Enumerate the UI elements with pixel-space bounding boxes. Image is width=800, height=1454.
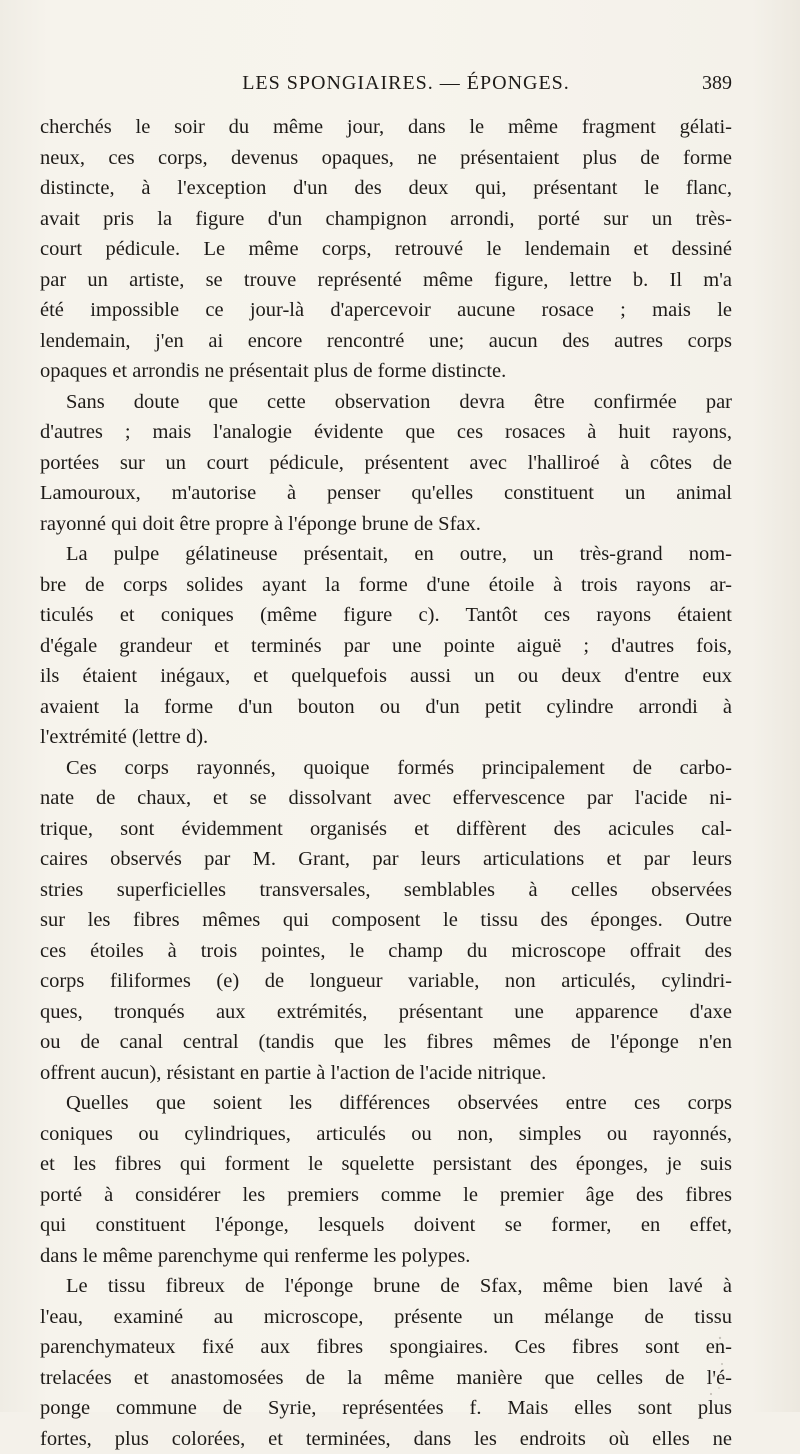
- text-line: offrent aucun), résistant en partie à l'action de l'acide nitrique.: [40, 1058, 732, 1089]
- text-line: rayonné qui doit être propre à l'éponge brune de Sfax.: [40, 509, 732, 540]
- text-line: trelacées et anastomosées de la même manière que celles de l'é-: [40, 1363, 732, 1394]
- running-head: [40, 72, 732, 102]
- text-line: portées sur un court pédicule, présentent avec l'halliroé à côtes de: [40, 448, 732, 479]
- text-line: coniques ou cylindriques, articulés ou non, simples ou rayonnés,: [40, 1119, 732, 1150]
- text-line: avait pris la figure d'un champignon arrondi, porté sur un très-: [40, 204, 732, 235]
- text-line: ponge commune de Syrie, représentées f. Mais elles sont plus: [40, 1393, 732, 1424]
- text-line: avaient la forme d'un bouton ou d'un petit cylindre arrondi à: [40, 692, 732, 723]
- text-line: été impossible ce jour-là d'apercevoir aucune rosace ; mais le: [40, 295, 732, 326]
- text-line: Le tissu fibreux de l'éponge brune de Sfax, même bien lavé à: [40, 1271, 732, 1302]
- text-line: cherchés le soir du même jour, dans le même fragment gélati-: [40, 112, 732, 143]
- text-line: distincte, à l'exception d'un des deux qui, présentant le flanc,: [40, 173, 732, 204]
- text-line: ticulés et coniques (même figure c). Tantôt ces rayons étaient: [40, 600, 732, 631]
- page-number: 389: [702, 72, 732, 95]
- text-line: Lamouroux, m'autorise à penser qu'elles constituent un animal: [40, 478, 732, 509]
- text-line: d'égale grandeur et terminés par une pointe aiguë ; d'autres fois,: [40, 631, 732, 662]
- text-line: d'autres ; mais l'analogie évidente que ces rosaces à huit rayons,: [40, 417, 732, 448]
- text-line: l'extrémité (lettre d).: [40, 722, 732, 753]
- text-line: stries superficielles transversales, semblables à celles observées: [40, 875, 732, 906]
- text-line: par un artiste, se trouve représenté même figure, lettre b. Il m'a: [40, 265, 732, 296]
- text-line: qui constituent l'éponge, lesquels doivent se former, en effet,: [40, 1210, 732, 1241]
- text-line: Sans doute que cette observation devra être confirmée par: [40, 387, 732, 418]
- text-line: La pulpe gélatineuse présentait, en outre, un très-grand nom-: [40, 539, 732, 570]
- text-line: nate de chaux, et se dissolvant avec effervescence par l'acide ni-: [40, 783, 732, 814]
- text-line: fortes, plus colorées, et terminées, dans les endroits où elles ne: [40, 1424, 732, 1454]
- text-line: ils étaient inégaux, et quelquefois aussi un ou deux d'entre eux: [40, 661, 732, 692]
- text-line: et les fibres qui forment le squelette persistant des éponges, je suis: [40, 1149, 732, 1180]
- text-line: opaques et arrondis ne présentait plus de forme distincte.: [40, 356, 732, 387]
- text-line: court pédicule. Le même corps, retrouvé le lendemain et dessiné: [40, 234, 732, 265]
- text-line: ou de canal central (tandis que les fibres mêmes de l'éponge n'en: [40, 1027, 732, 1058]
- text-line: Ces corps rayonnés, quoique formés principalement de carbo-: [40, 753, 732, 784]
- text-line: corps filiformes (e) de longueur variable, non articulés, cylindri-: [40, 966, 732, 997]
- text-line: ces étoiles à trois pointes, le champ du microscope offrait des: [40, 936, 732, 967]
- text-line: ques, tronqués aux extrémités, présentant une apparence d'axe: [40, 997, 732, 1028]
- text-line: sur les fibres mêmes qui composent le tissu des éponges. Outre: [40, 905, 732, 936]
- text-line: lendemain, j'en ai encore rencontré une; aucun des autres corps: [40, 326, 732, 357]
- text-line: trique, sont évidemment organisés et diffèrent des acicules cal-: [40, 814, 732, 845]
- text-line: bre de corps solides ayant la forme d'une étoile à trois rayons ar-: [40, 570, 732, 601]
- text-line: dans le même parenchyme qui renferme les polypes.: [40, 1241, 732, 1272]
- text-line: Quelles que soient les différences observées entre ces corps: [40, 1088, 732, 1119]
- body-text: [40, 112, 732, 1454]
- text-line: porté à considérer les premiers comme le premier âge des fibres: [40, 1180, 732, 1211]
- text-line: caires observés par M. Grant, par leurs articulations et par leurs: [40, 844, 732, 875]
- text-line: neux, ces corps, devenus opaques, ne présentaient plus de forme: [40, 143, 732, 174]
- text-line: parenchymateux fixé aux fibres spongiaires. Ces fibres sont en-: [40, 1332, 732, 1363]
- paper-specks: [706, 1330, 728, 1400]
- text-line: l'eau, examiné au microscope, présente un mélange de tissu: [40, 1302, 732, 1333]
- running-title: LES SPONGIAIRES. — ÉPONGES.: [40, 72, 732, 95]
